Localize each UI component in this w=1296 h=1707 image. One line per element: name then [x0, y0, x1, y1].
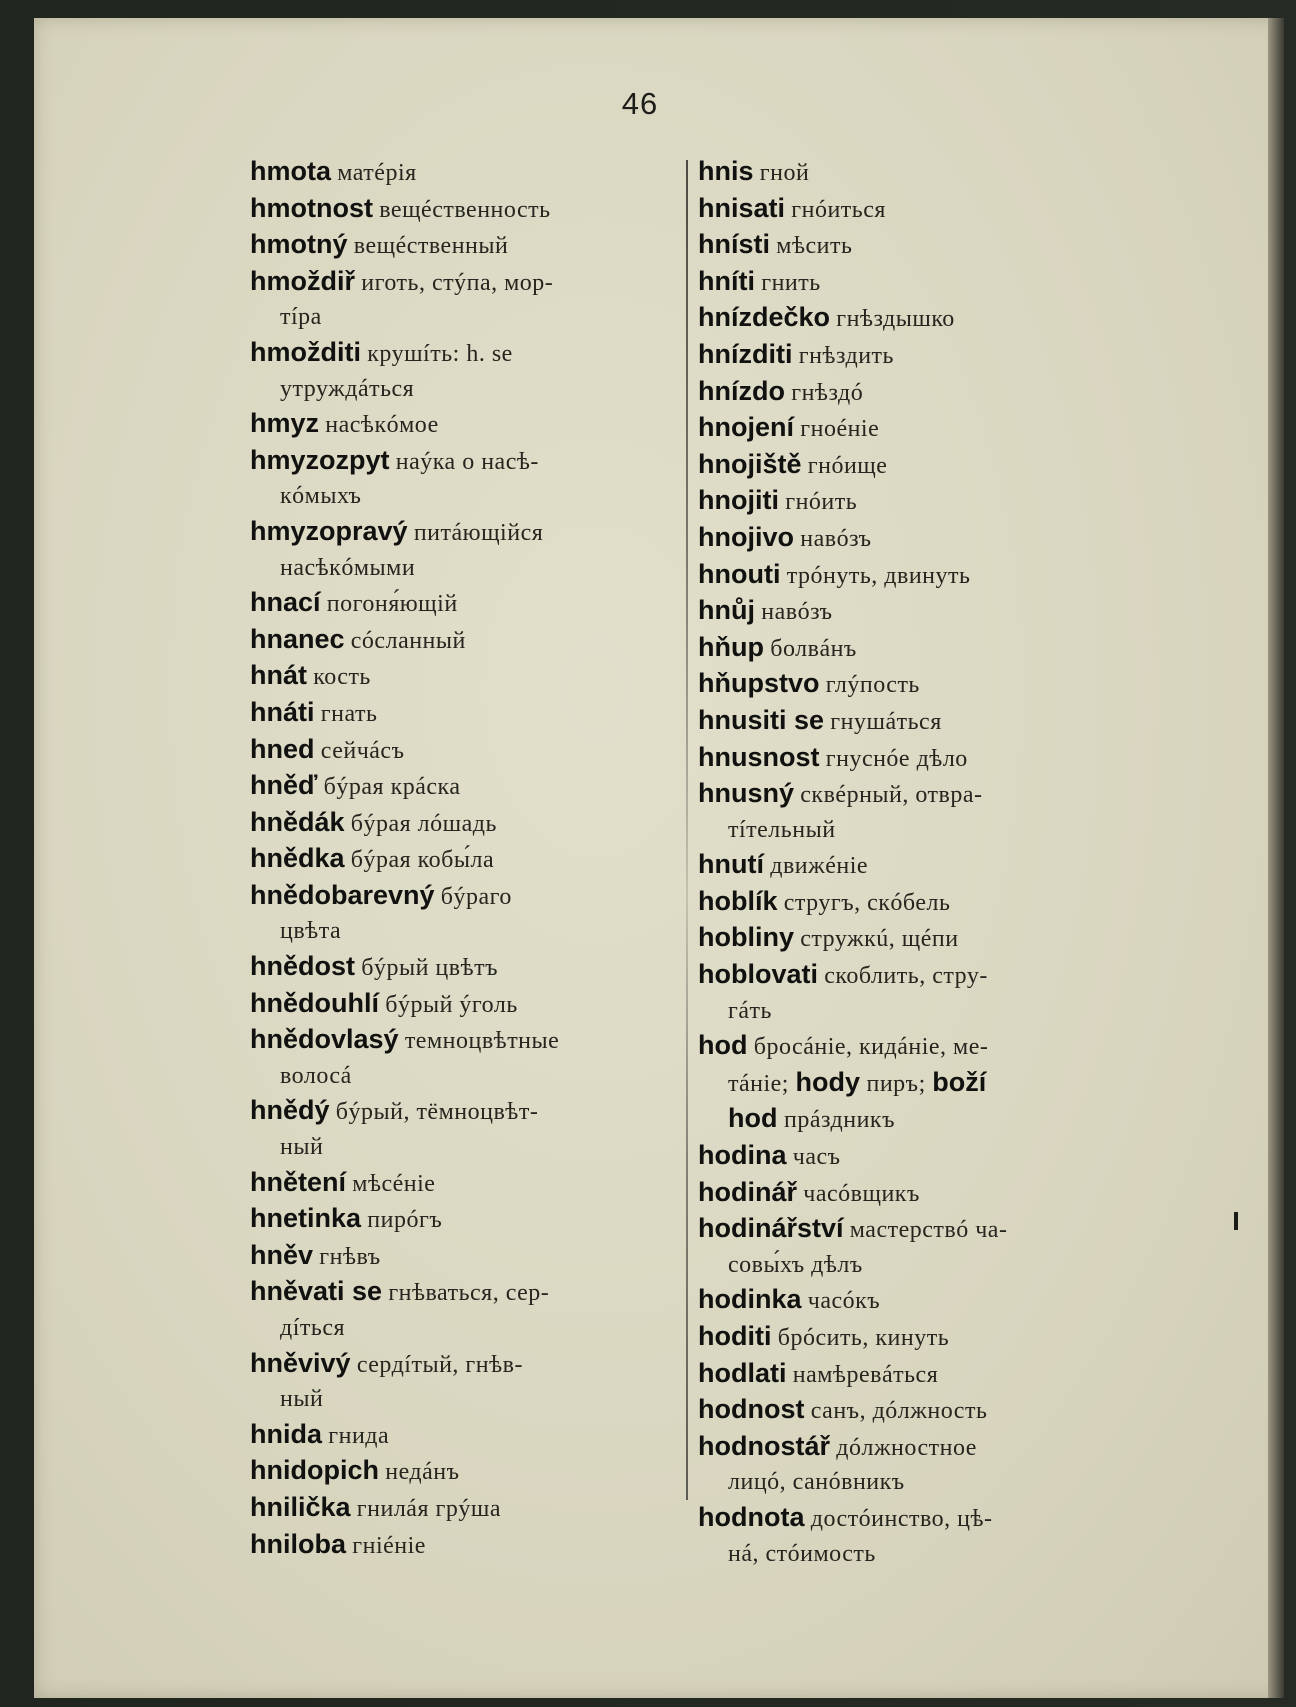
entry-translation: нá, стóимость	[728, 1540, 876, 1567]
entry-translation: гнида	[328, 1422, 390, 1449]
dictionary-entry	[250, 1165, 680, 1202]
entry-headword: hobliny	[698, 922, 794, 953]
entry-translation: пирóгъ	[367, 1207, 443, 1234]
entry-continuation-line	[250, 1311, 680, 1346]
dictionary-entry	[698, 1392, 1128, 1429]
entry-translation: гной	[759, 160, 810, 186]
dictionary-entry	[698, 300, 1128, 337]
entry-subheadword: boží	[932, 1066, 987, 1097]
dictionary-entry	[698, 264, 1128, 301]
dictionary-entry	[250, 1274, 680, 1345]
dictionary-entry	[698, 1429, 1128, 1500]
entry-headword: hnilička	[250, 1491, 351, 1522]
entry-headword: hodina	[698, 1140, 787, 1171]
dictionary-entry	[250, 335, 680, 406]
entry-headword: hnida	[250, 1418, 322, 1449]
entry-translation: гнѣздить	[798, 342, 894, 369]
entry-translation: гнуснóе дѣло	[825, 745, 968, 772]
entry-translation: бýрый цвѣтъ	[361, 955, 499, 982]
right-column	[698, 154, 1128, 1571]
entry-translation: бýрая кобы́ла	[350, 847, 495, 874]
dictionary-entry	[698, 1175, 1128, 1212]
dictionary-entry	[698, 337, 1128, 374]
entry-headword: hnojivo	[698, 521, 794, 552]
entry-continuation-line	[698, 1065, 1128, 1102]
entry-translation: сквéрный, отвра-	[800, 782, 983, 809]
dictionary-entry	[250, 622, 680, 659]
entry-translation: утруждáться	[280, 375, 415, 402]
entry-translation: гноéніе	[800, 416, 880, 443]
entry-translation: бросáніе, кидáніе, ме-	[753, 1034, 989, 1061]
dictionary-entry	[698, 703, 1128, 740]
entry-translation: бýрая крáска	[323, 774, 461, 801]
entry-translation: бýрый, тёмноцвѣт-	[335, 1099, 539, 1126]
dictionary-entry	[698, 1211, 1128, 1282]
entry-translation: навóзъ	[800, 525, 872, 552]
entry-continuation-line	[250, 551, 680, 586]
entry-headword: hněv	[250, 1239, 314, 1270]
entry-translation: гнилáя грýша	[356, 1495, 501, 1522]
entry-continuation-line	[250, 372, 680, 407]
dictionary-entry	[698, 666, 1128, 703]
entry-translation: пиръ;	[859, 1070, 933, 1097]
dictionary-entry	[698, 847, 1128, 884]
entry-translation: ный	[280, 1134, 324, 1161]
dictionary-entry	[698, 557, 1128, 594]
dictionary-entry	[250, 841, 680, 878]
entry-headword: hoditi	[698, 1321, 772, 1351]
dictionary-entry	[698, 776, 1128, 847]
entry-translation: кость	[313, 664, 371, 691]
dictionary-entry	[698, 483, 1128, 520]
entry-translation: сóсланный	[350, 627, 466, 654]
entry-headword: hněď	[250, 770, 318, 801]
entry-translation: часъ	[792, 1144, 841, 1171]
entry-translation: лицó, санóвникъ	[728, 1469, 905, 1496]
entry-translation: питáющійся	[413, 519, 544, 546]
entry-headword: hmožditi	[250, 336, 361, 367]
dictionary-entry	[250, 154, 680, 191]
entry-translation: ный	[280, 1386, 324, 1413]
dictionary-entry	[698, 884, 1128, 921]
dictionary-entry	[250, 1238, 680, 1275]
entry-headword: hněvivý	[250, 1347, 351, 1378]
page-gutter-shadow	[1268, 18, 1284, 1698]
dictionary-entry	[698, 1319, 1128, 1356]
entry-translation: бýраго	[440, 883, 512, 910]
dictionary-entry	[698, 630, 1128, 667]
entry-headword: hňupstvo	[698, 668, 820, 699]
entry-translation: мастерствó ча-	[849, 1217, 1008, 1244]
entry-translation: гнить	[761, 269, 821, 296]
entry-headword: hnůj	[698, 595, 755, 626]
dictionary-entry	[698, 191, 1128, 228]
entry-headword: hmoždiř	[250, 265, 355, 296]
dictionary-entry	[250, 986, 680, 1023]
entry-translation: матéрія	[337, 160, 417, 186]
page-number: 46	[621, 86, 659, 121]
entry-translation: иготь, стýпа, мор-	[361, 269, 554, 296]
entry-translation: санъ, дóлжность	[810, 1398, 988, 1425]
entry-translation: погоня́ющій	[326, 591, 458, 618]
entry-headword: hoblík	[698, 885, 778, 916]
entry-headword: hodinka	[698, 1284, 802, 1315]
dictionary-entry	[250, 1346, 680, 1417]
entry-headword: hmotný	[250, 229, 348, 260]
entry-translation: брóсить, кинуть	[777, 1325, 950, 1351]
entry-headword: hnáti	[250, 696, 315, 727]
entry-headword: hnis	[698, 156, 754, 186]
entry-headword: hnísti	[698, 229, 770, 260]
entry-headword: hnojiště	[698, 448, 802, 479]
entry-headword: hodlati	[698, 1357, 787, 1388]
entry-continuation-line	[250, 479, 680, 514]
dictionary-entry	[698, 1138, 1128, 1175]
entry-translation: гáть	[728, 997, 772, 1024]
entry-translation: сейчáсъ	[320, 737, 405, 764]
entry-continuation-line	[698, 994, 1128, 1029]
entry-subheadword: hod	[728, 1103, 778, 1134]
dictionary-entry	[698, 154, 1128, 191]
entry-headword: hnojení	[698, 412, 794, 443]
entry-headword: hnát	[250, 660, 307, 691]
entry-headword: hnědouhlí	[250, 987, 379, 1018]
dictionary-entry	[250, 191, 680, 228]
entry-translation: недáнъ	[385, 1459, 460, 1486]
entry-headword: hnací	[250, 587, 321, 618]
entry-headword: hnízditi	[698, 338, 793, 369]
entry-headword: hnojiti	[698, 485, 779, 516]
entry-translation: болвáнъ	[770, 635, 857, 662]
entry-translation: скоблить, стру-	[824, 963, 988, 990]
dictionary-entry	[250, 1490, 680, 1527]
entry-headword: hniloba	[250, 1528, 346, 1559]
entry-translation: гнóиться	[791, 196, 886, 223]
dictionary-entry	[250, 949, 680, 986]
entry-translation: насѣкóмыми	[280, 554, 416, 581]
entry-headword: hnanec	[250, 623, 345, 654]
entry-headword: hnědka	[250, 843, 345, 874]
dictionary-entry	[698, 447, 1128, 484]
dictionary-entry	[698, 520, 1128, 557]
entry-translation: темноцвѣтные	[404, 1028, 560, 1055]
entry-translation: навóзъ	[761, 599, 833, 626]
entry-headword: hmyzozpyt	[250, 444, 390, 475]
dictionary-entry	[250, 406, 680, 443]
entry-translation: мѣсить	[776, 233, 853, 260]
dictionary-entry	[250, 768, 680, 805]
entry-headword: hnusný	[698, 778, 795, 809]
entry-continuation-line	[250, 1059, 680, 1094]
dictionary-entry	[698, 1028, 1128, 1138]
dictionary-entry	[250, 227, 680, 264]
entry-translation: волосá	[280, 1062, 352, 1089]
dictionary-entry	[250, 1201, 680, 1238]
dictionary-entry	[698, 1282, 1128, 1319]
entry-headword: hnědák	[250, 806, 345, 837]
dictionary-entry	[250, 514, 680, 585]
dictionary-entry	[698, 740, 1128, 777]
entry-headword: hodnostář	[698, 1430, 830, 1461]
entry-headword: hnisati	[698, 192, 786, 223]
entry-headword: hnouti	[698, 558, 781, 589]
entry-translation: насѣкóмое	[325, 412, 439, 439]
dictionary-entry	[250, 1527, 680, 1564]
entry-headword: hned	[250, 733, 315, 764]
entry-translation: кóмыхъ	[280, 483, 362, 510]
entry-translation: гнóить	[785, 489, 858, 516]
entry-headword: hnědovlasý	[250, 1024, 399, 1055]
entry-translation: гніéніе	[352, 1532, 426, 1559]
entry-continuation-line	[698, 1248, 1128, 1283]
entry-translation: вещéственность	[379, 196, 551, 223]
margin-mark	[1234, 1212, 1238, 1230]
entry-translation: часóкъ	[807, 1288, 881, 1315]
dictionary-entry	[698, 1500, 1128, 1571]
entry-translation: мѣсéніе	[352, 1170, 436, 1197]
dictionary-entry	[250, 1453, 680, 1490]
dictionary-entry	[250, 443, 680, 514]
dictionary-entry	[698, 227, 1128, 264]
entry-headword: hnetinka	[250, 1203, 362, 1234]
entry-continuation-line	[250, 1382, 680, 1417]
dictionary-entry	[250, 1417, 680, 1454]
entry-headword: hmotnost	[250, 192, 373, 223]
dictionary-entry	[250, 658, 680, 695]
entry-headword: hnidopich	[250, 1455, 379, 1486]
entry-translation: достóинство, цѣ-	[810, 1505, 993, 1532]
entry-translation: стругъ, скóбель	[783, 889, 951, 916]
entry-translation: бýрый ýголь	[385, 991, 518, 1018]
entry-headword: hodinářství	[698, 1213, 844, 1244]
entry-translation: гнóище	[807, 452, 888, 479]
entry-headword: hnědost	[250, 951, 355, 982]
entry-headword: hmyzopravý	[250, 515, 408, 546]
entry-translation: намѣревáться	[792, 1361, 939, 1388]
entry-translation: наýка о насѣ-	[395, 448, 539, 475]
dictionary-entry	[250, 695, 680, 732]
left-column	[250, 154, 680, 1563]
entry-continuation-line	[250, 300, 680, 335]
entry-headword: hodnota	[698, 1501, 805, 1532]
entry-continuation-line	[698, 1465, 1128, 1500]
entry-headword: hmyz	[250, 408, 320, 439]
dictionary-entry	[250, 878, 680, 949]
entry-headword: hnědý	[250, 1095, 330, 1126]
entry-translation: движéніе	[770, 853, 869, 880]
entry-translation: тáніе;	[728, 1070, 796, 1097]
entry-subheadword: hody	[795, 1066, 860, 1097]
entry-headword: hnětení	[250, 1166, 347, 1197]
dictionary-entry	[250, 585, 680, 622]
dictionary-entry	[250, 1093, 680, 1164]
entry-translation: дóлжностное	[836, 1434, 977, 1461]
entry-headword: hodinář	[698, 1176, 797, 1207]
entry-continuation-line	[250, 914, 680, 949]
entry-headword: hodnost	[698, 1394, 805, 1425]
entry-headword: hnědobarevný	[250, 879, 435, 910]
entry-headword: hněvati se	[250, 1276, 383, 1307]
entry-translation: стружкú, щéпи	[800, 926, 959, 953]
dictionary-entry	[698, 920, 1128, 957]
entry-continuation-line	[698, 1537, 1128, 1572]
entry-translation: вещéственный	[353, 233, 509, 260]
entry-translation: прáздникъ	[777, 1107, 895, 1134]
entry-headword: hnízdečko	[698, 302, 831, 333]
dictionary-entry	[698, 374, 1128, 411]
entry-translation: гнѣвъ	[319, 1243, 381, 1270]
entry-headword: hnutí	[698, 849, 764, 880]
entry-headword: hod	[698, 1030, 748, 1061]
entry-translation: гнѣздышко	[836, 306, 955, 333]
entry-translation: гнѣваться, сер-	[388, 1280, 550, 1307]
dictionary-entry	[250, 1022, 680, 1093]
entry-translation: дíться	[280, 1315, 346, 1341]
entry-headword: hňup	[698, 631, 764, 662]
entry-translation: совы́хъ дѣлъ	[728, 1251, 863, 1278]
dictionary-entry	[698, 410, 1128, 447]
dictionary-entry	[250, 805, 680, 842]
entry-translation: тíтельный	[728, 816, 836, 843]
entry-translation: цвѣта	[280, 918, 342, 945]
entry-continuation-line	[698, 813, 1128, 848]
entry-headword: hníti	[698, 265, 755, 296]
entry-continuation-line	[698, 1101, 1128, 1138]
entry-translation: гнать	[320, 700, 378, 727]
entry-translation: крушíть: h. se	[367, 340, 513, 367]
entry-translation: гнушáться	[830, 708, 942, 735]
entry-headword: hnusnost	[698, 741, 820, 772]
dictionary-entry	[698, 1356, 1128, 1393]
entry-translation: трóнуть, двинуть	[786, 562, 971, 589]
dictionary-entry	[698, 957, 1128, 1028]
entry-translation: бýрая лóшадь	[350, 810, 497, 837]
entry-headword: hnusiti se	[698, 704, 825, 735]
dictionary-entry	[698, 593, 1128, 630]
entry-translation: часóвщикъ	[803, 1180, 920, 1207]
column-divider	[686, 160, 688, 1500]
entry-headword: hoblovati	[698, 959, 818, 990]
entry-translation: гнѣздó	[791, 379, 864, 406]
entry-translation: глýпость	[825, 672, 920, 699]
entry-translation: тíра	[280, 304, 322, 331]
entry-headword: hnízdo	[698, 375, 785, 406]
entry-translation: сердíтый, гнѣв-	[356, 1351, 523, 1378]
dictionary-entry	[250, 732, 680, 769]
entry-continuation-line	[250, 1130, 680, 1165]
dictionary-entry	[250, 264, 680, 335]
entry-headword: hmota	[250, 156, 331, 186]
